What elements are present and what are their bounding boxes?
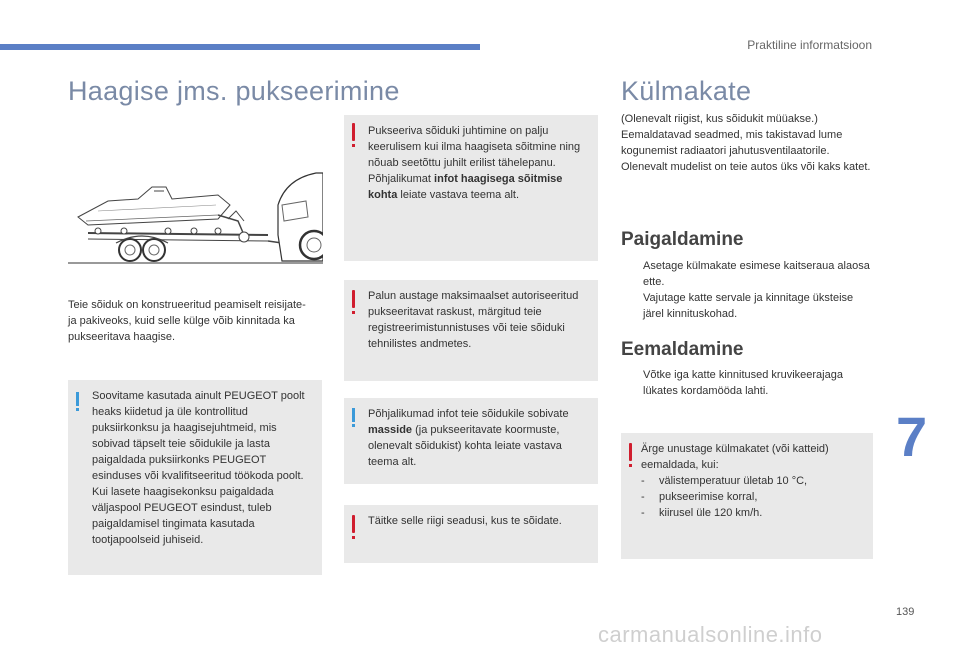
install-step-1-text: Asetage külmakate esimese kaitseraua alaosa ette. [643,260,870,288]
warning-box-remove-cover [621,433,873,559]
watermark: carmanualsonline.info [598,622,823,647]
towing-illustration [68,165,323,265]
install-title: Paigaldamine [621,229,744,250]
warning-list-item-text: kiirusel üle 120 km/h. [659,507,763,519]
info-masses-suffix: (ja pukseeritavate koormuste, olenevalt sõidukist) kohta leiate vastava teema alt. [368,424,562,468]
remove-title: Eemaldamine [621,339,744,360]
warning-driving-bold: infot haagisega sõitmise kohta [368,173,563,201]
remove-step-1 [621,367,876,399]
info-icon [352,408,355,422]
dash-icon: - [641,491,645,503]
install-step-2 [621,290,876,322]
info-icon-dot [76,408,79,411]
install-step-2-text: Vajutage katte servale ja kinnitage üksteise järel kinnituskohad. [643,292,854,320]
warning-icon-dot [352,536,355,539]
warning-icon [352,290,355,308]
info-icon-dot [352,424,355,427]
cold-cover-intro: (Olenevalt riigist, kus sõidukit müüakse.) Eemaldatavad seadmed, mis takistavad lume kogunemist radiaatori jahutusventilaatorile. Olenevalt mudelist on teie autos üks või kaks katet. [621,113,871,173]
warning-driving-prefix: Põhjalikumat [368,173,435,185]
info-box-towbar-text: Soovitame kasutada ainult PEUGEOT poolt heaks kiidetud ja üle kontrollitud puksiirkonksu ja haagisejuhtmeid, mis sobivad täpselt teie sõidukile ja lasta paigaldada puksiirkonks PEUGEOT esinduses või kvalifitseeritud töökoda poolt. Kui lasete haagisekonksu paigaldada väljaspool PEUGEOT esindust, tuleb paigaldamisel tingimata kasutada tootjapoolseid juhiseid. [92,390,305,546]
warning-icon [629,443,632,461]
info-icon [76,392,79,406]
chapter-number: 7 [896,405,928,468]
info-masses-bold: masside [368,424,413,436]
page-number: 139 [896,606,915,618]
towing-title: Haagise jms. pukseerimine [68,76,400,106]
warning-driving-suffix: leiate vastava teema alt. [397,189,520,201]
warning-list-item [641,505,865,521]
warning-icon-dot [352,311,355,314]
info-box-masses [344,398,598,484]
warning-list-item-text: välistemperatuur ületab 10 °C, [659,475,808,487]
info-masses-text [368,406,590,470]
section-title: Praktiline informatsioon [747,38,872,52]
warning-weight-text: Palun austage maksimaalset autoriseeritud pukseeritavat raskust, märgitud teie registreerimistunnistuses või teie sõiduki tehnilistes andmetes. [368,290,579,350]
towing-intro: Teie sõiduk on konstrueeritud peamiselt reisijate- ja pakiveoks, kuid selle külge võib kinnitada ka pukseeritava haagise. [68,299,306,343]
warning-driving-text [368,123,590,203]
warning-remove-cover-text [641,441,865,521]
warning-list-item [641,473,865,489]
dash-icon: - [641,475,645,487]
warning-box-driving [344,115,598,261]
cold-cover-title: Külmakate [621,76,752,106]
warning-laws-text: Täitke selle riigi seadusi, kus te sõidate. [368,515,562,527]
warning-icon [352,515,355,533]
warning-box-laws [344,505,598,563]
dash-icon: - [641,507,645,519]
warning-box-weight [344,280,598,381]
warning-driving-text-a: Pukseeriva sõiduki juhtimine on palju keerulisem kui ilma haagiseta sõitmine ning nõuab seetõttu juhilt erilist tähelepanu. [368,125,581,169]
install-step-1 [621,258,876,290]
warning-icon-dot [629,464,632,467]
info-box-towbar [68,380,322,575]
warning-list-item-text: pukseerimise korral, [659,491,758,503]
warning-list-item [641,489,865,505]
warning-icon-dot [352,144,355,147]
warning-remove-cover-intro: Ärge unustage külmakatet (või katteid) eemaldada, kui: [641,443,829,471]
info-masses-prefix: Põhjalikumad infot teie sõidukile sobivate [368,408,569,420]
header-accent-bar [0,44,480,50]
warning-icon [352,123,355,141]
remove-step-1-text: Võtke iga katte kinnitused kruvikeerajaga lükates kordamööda lahti. [643,369,843,397]
